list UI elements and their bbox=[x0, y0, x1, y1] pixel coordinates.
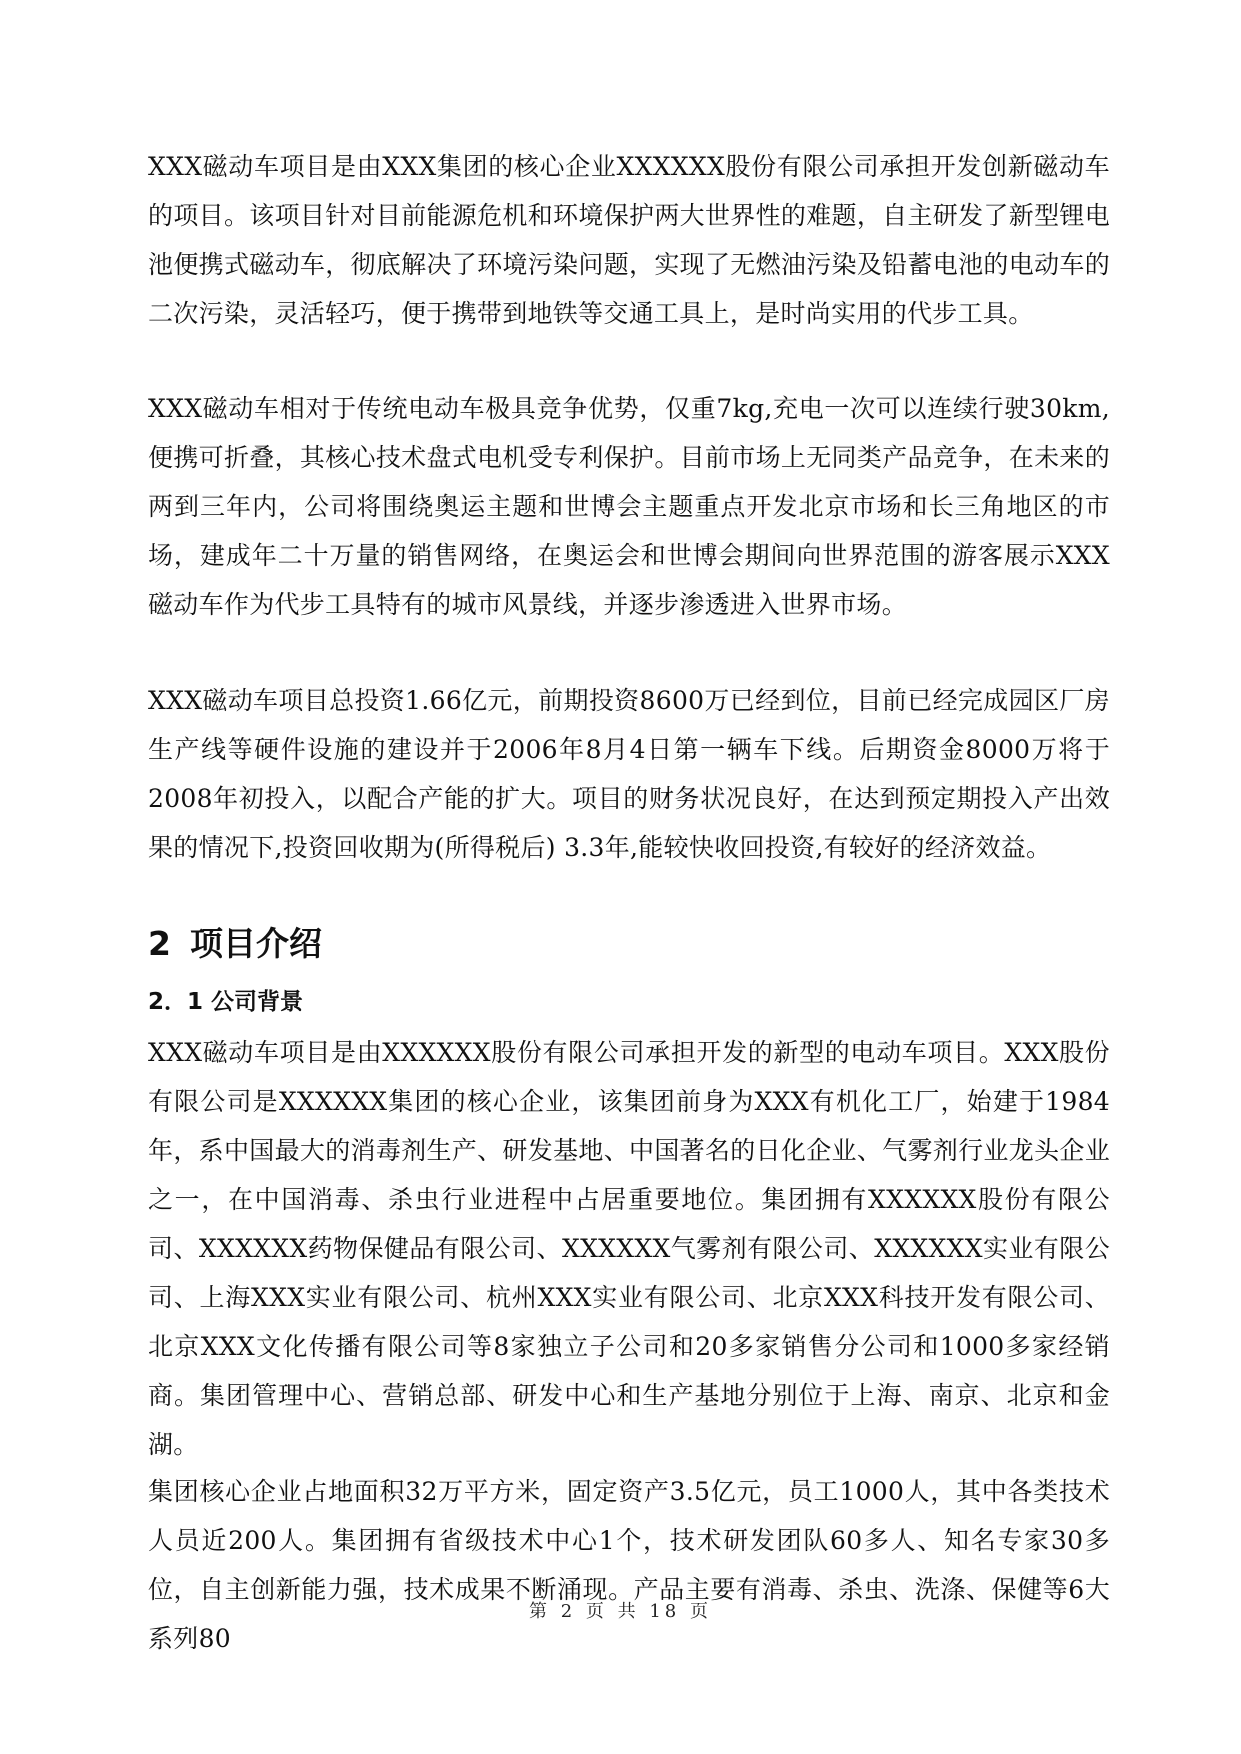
section-number: 2 bbox=[148, 924, 171, 963]
page-footer: 第 2 页 共 18 页 bbox=[529, 1601, 712, 1622]
intro-paragraph-1: XXX磁动车项目是由XXX集团的核心企业XXXXXX股份有限公司承担开发创新磁动车的项目。该项目针对目前能源危机和环境保护两大世界性的难题，自主研发了新型锂电池便携式磁动车，彻底解决了环境污染问题，实现了无燃油污染及铅蓄电池的电动车的二次污染，灵活轻巧，便于携带到地铁等交通工具上，是时尚实用的代步工具。 bbox=[148, 152, 1110, 328]
intro-paragraph-2: XXX磁动车相对于传统电动车极具竞争优势，仅重7kg,充电一次可以连续行驶30km,便携可折叠，其核心技术盘式电机受专利保护。目前市场上无同类产品竞争，在未来的两到三年内，公司将围绕奥运主题和世博会主题重点开发北京市场和长三角地区的市场，建成年二十万量的销售网络，在奥运会和世博会期间向世界范围的游客展示XXX磁动车作为代步工具特有的城市风景线，并逐步渗透进入世界市场。 bbox=[148, 394, 1110, 619]
section-title: 项目介绍 bbox=[190, 924, 322, 963]
intro-paragraph-3: XXX磁动车项目总投资1.66亿元，前期投资8600万已经到位，目前已经完成园区厂房生产线等硬件设施的建设并于2006年8月4日第一辆车下线。后期资金8000万将于2008年初投入，以配合产能的扩大。项目的财务状况良好，在达到预定期投入产出效果的情况下,投资回收期为(所得税后) 3.3年,能较快收回投资,有较好的经济效益。 bbox=[148, 686, 1110, 862]
section-heading bbox=[148, 922, 322, 966]
subsection-heading: 2．1 公司背景 bbox=[148, 989, 304, 1015]
company-background-paragraph-2: 集团核心企业占地面积32万平方米，固定资产3.5亿元，员工1000人，其中各类技术人员近200人。集团拥有省级技术中心1个，技术研发团队60多人、知名专家30多位，自主创新能力强，技术成果不断涌现。产品主要有消毒、杀虫、洗涤、保健等6大系列80 bbox=[148, 1477, 1110, 1653]
company-background-paragraph-1: XXX磁动车项目是由XXXXXX股份有限公司承担开发的新型的电动车项目。XXX股份有限公司是XXXXXX集团的核心企业，该集团前身为XXX有机化工厂，始建于1984年，系中国最大的消毒剂生产、研发基地、中国著名的日化企业、气雾剂行业龙头企业之一，在中国消毒、杀虫行业进程中占居重要地位。集团拥有XXXXXX股份有限公司、XXXXXX药物保健品有限公司、XXXXXX气雾剂有限公司、XXXXXX实业有限公司、上海XXX实业有限公司、杭州XXX实业有限公司、北京XXX科技开发有限公司、北京XXX文化传播有限公司等8家独立子公司和20多家销售分公司和1000多家经销商。集团管理中心、营销总部、研发中心和生产基地分别位于上海、南京、北京和金湖。 bbox=[148, 1038, 1110, 1459]
